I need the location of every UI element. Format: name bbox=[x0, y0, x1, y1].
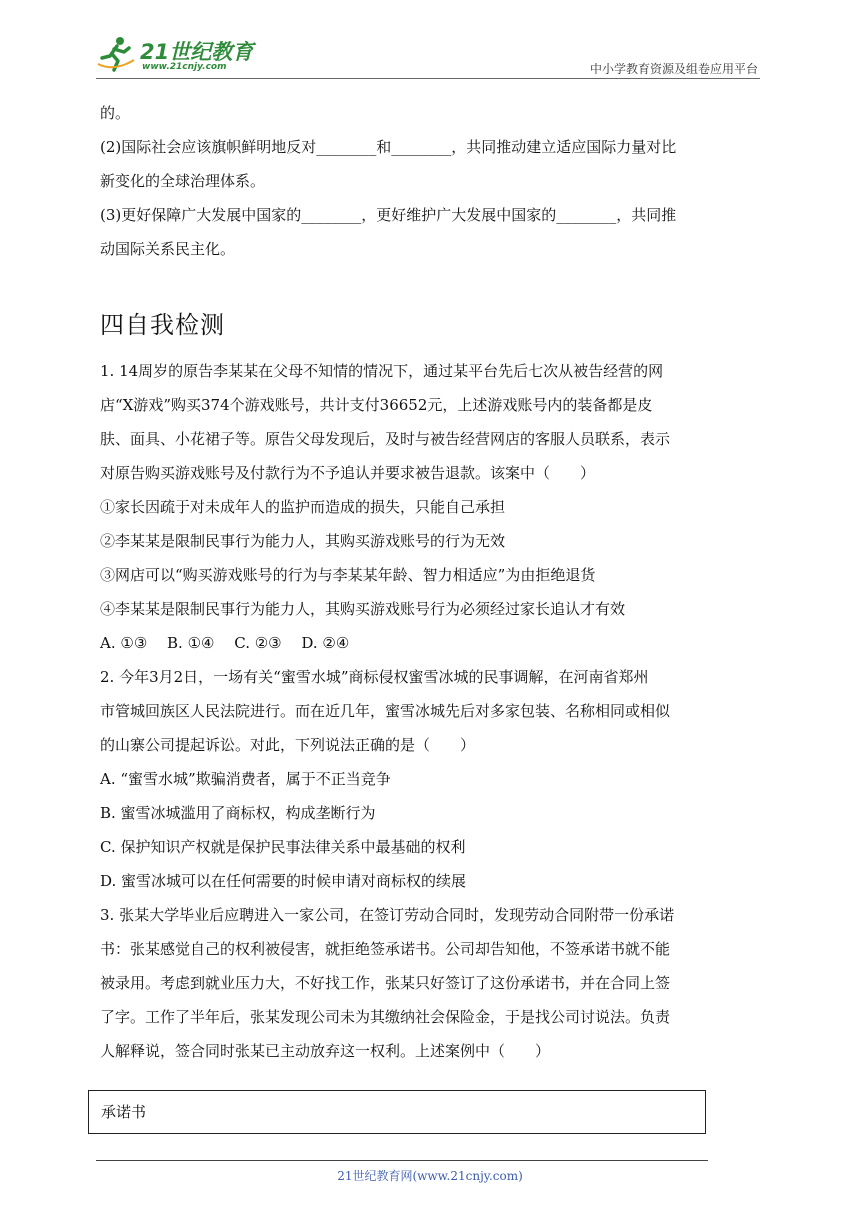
question-line: 书：张某感觉自己的权利被侵害，就拒绝签承诺书。公司却告知他，不签承诺书就不能 bbox=[100, 940, 671, 958]
question-line: 的山寨公司提起诉讼。对此，下列说法正确的是（ ） bbox=[100, 736, 476, 754]
answer-options: A. ①③ B. ①④ C. ②③ D. ②④ bbox=[100, 634, 350, 652]
statement-line: ④李某某是限制民事行为能力人，其购买游戏账号行为必须经过家长追认才有效 bbox=[100, 600, 626, 618]
page-header bbox=[96, 26, 760, 84]
answer-option: D. 蜜雪冰城可以在任何需要的时候申请对商标权的续展 bbox=[100, 872, 467, 890]
text-line: 新变化的全球治理体系。 bbox=[100, 172, 266, 190]
question-line: 被录用。考虑到就业压力大，不好找工作，张某只好签订了这份承诺书，并在合同上签 bbox=[100, 974, 671, 992]
question-line: 对原告购买游戏账号及付款行为不予追认并要求被告退款。该案中（ ） bbox=[100, 464, 596, 482]
question-line: 肤、面具、小花裙子等。原告父母发现后，及时与被告经营网店的客服人员联系，表示 bbox=[100, 430, 671, 448]
logo-url: www.21cnjy.com bbox=[142, 62, 227, 72]
section-title: 四自我检测 bbox=[100, 311, 225, 339]
question-line: 2. 今年3月2日，一场有关“蜜雪水城”商标侵权蜜雪冰城的民事调解，在河南省郑州 bbox=[100, 668, 649, 686]
question-line: 1. 14周岁的原告李某某在父母不知情的情况下，通过某平台先后七次从被告经营的网 bbox=[100, 362, 664, 380]
question-1 bbox=[100, 354, 764, 660]
runner-logo-icon bbox=[96, 34, 136, 74]
question-2 bbox=[100, 660, 764, 898]
text-line: 的。 bbox=[100, 104, 131, 122]
question-line: 店“X游戏”购买374个游戏账号，共计支付36652元，上述游戏账号内的装备都是皮 bbox=[100, 396, 653, 414]
question-line: 人解释说，签合同时张某已主动放弃这一权利。上述案例中（ ） bbox=[100, 1042, 551, 1060]
footer-link[interactable]: 21世纪教育网(www.21cnjy.com) bbox=[337, 1169, 523, 1183]
box-title: 承诺书 bbox=[101, 1103, 147, 1121]
statement-line: ②李某某是限制民事行为能力人，其购买游戏账号的行为无效 bbox=[100, 532, 506, 550]
document-body bbox=[100, 96, 764, 1068]
statement-line: ③网店可以“购买游戏账号的行为与李某某年龄、智力相适应”为由拒绝退货 bbox=[100, 566, 596, 584]
header-divider bbox=[96, 78, 760, 79]
text-line: (2)国际社会应该旗帜鲜明地反对________和________，共同推动建立适应国际力量对比 bbox=[100, 138, 677, 156]
footer-divider bbox=[96, 1160, 708, 1161]
logo-text: 21世纪教育 bbox=[140, 40, 254, 64]
answer-option: B. 蜜雪冰城滥用了商标权，构成垄断行为 bbox=[100, 804, 376, 822]
commitment-letter-box bbox=[88, 1090, 706, 1134]
site-logo[interactable] bbox=[96, 34, 266, 74]
text-line: 动国际关系民主化。 bbox=[100, 240, 236, 258]
statement-line: ①家长因疏于对未成年人的监护而造成的损失，只能自己承担 bbox=[100, 498, 506, 516]
question-3 bbox=[100, 898, 764, 1068]
text-line: (3)更好保障广大发展中国家的________，更好维护广大发展中国家的________，共同推 bbox=[100, 206, 677, 224]
question-line: 市管城回族区人民法院进行。而在近几年，蜜雪冰城先后对多家包装、名称相同或相似 bbox=[100, 702, 671, 720]
answer-option: C. 保护知识产权就是保护民事法律关系中最基础的权利 bbox=[100, 838, 466, 856]
platform-tagline: 中小学教育资源及组卷应用平台 bbox=[589, 62, 758, 76]
question-line: 了字。工作了半年后，张某发现公司未为其缴纳社会保险金，于是找公司讨说法。负责 bbox=[100, 1008, 671, 1026]
answer-option: A. “蜜雪水城”欺骗消费者，属于不正当竞争 bbox=[100, 770, 391, 788]
question-line: 3. 张某大学毕业后应聘进入一家公司，在签订劳动合同时，发现劳动合同附带一份承诺 bbox=[100, 906, 675, 924]
